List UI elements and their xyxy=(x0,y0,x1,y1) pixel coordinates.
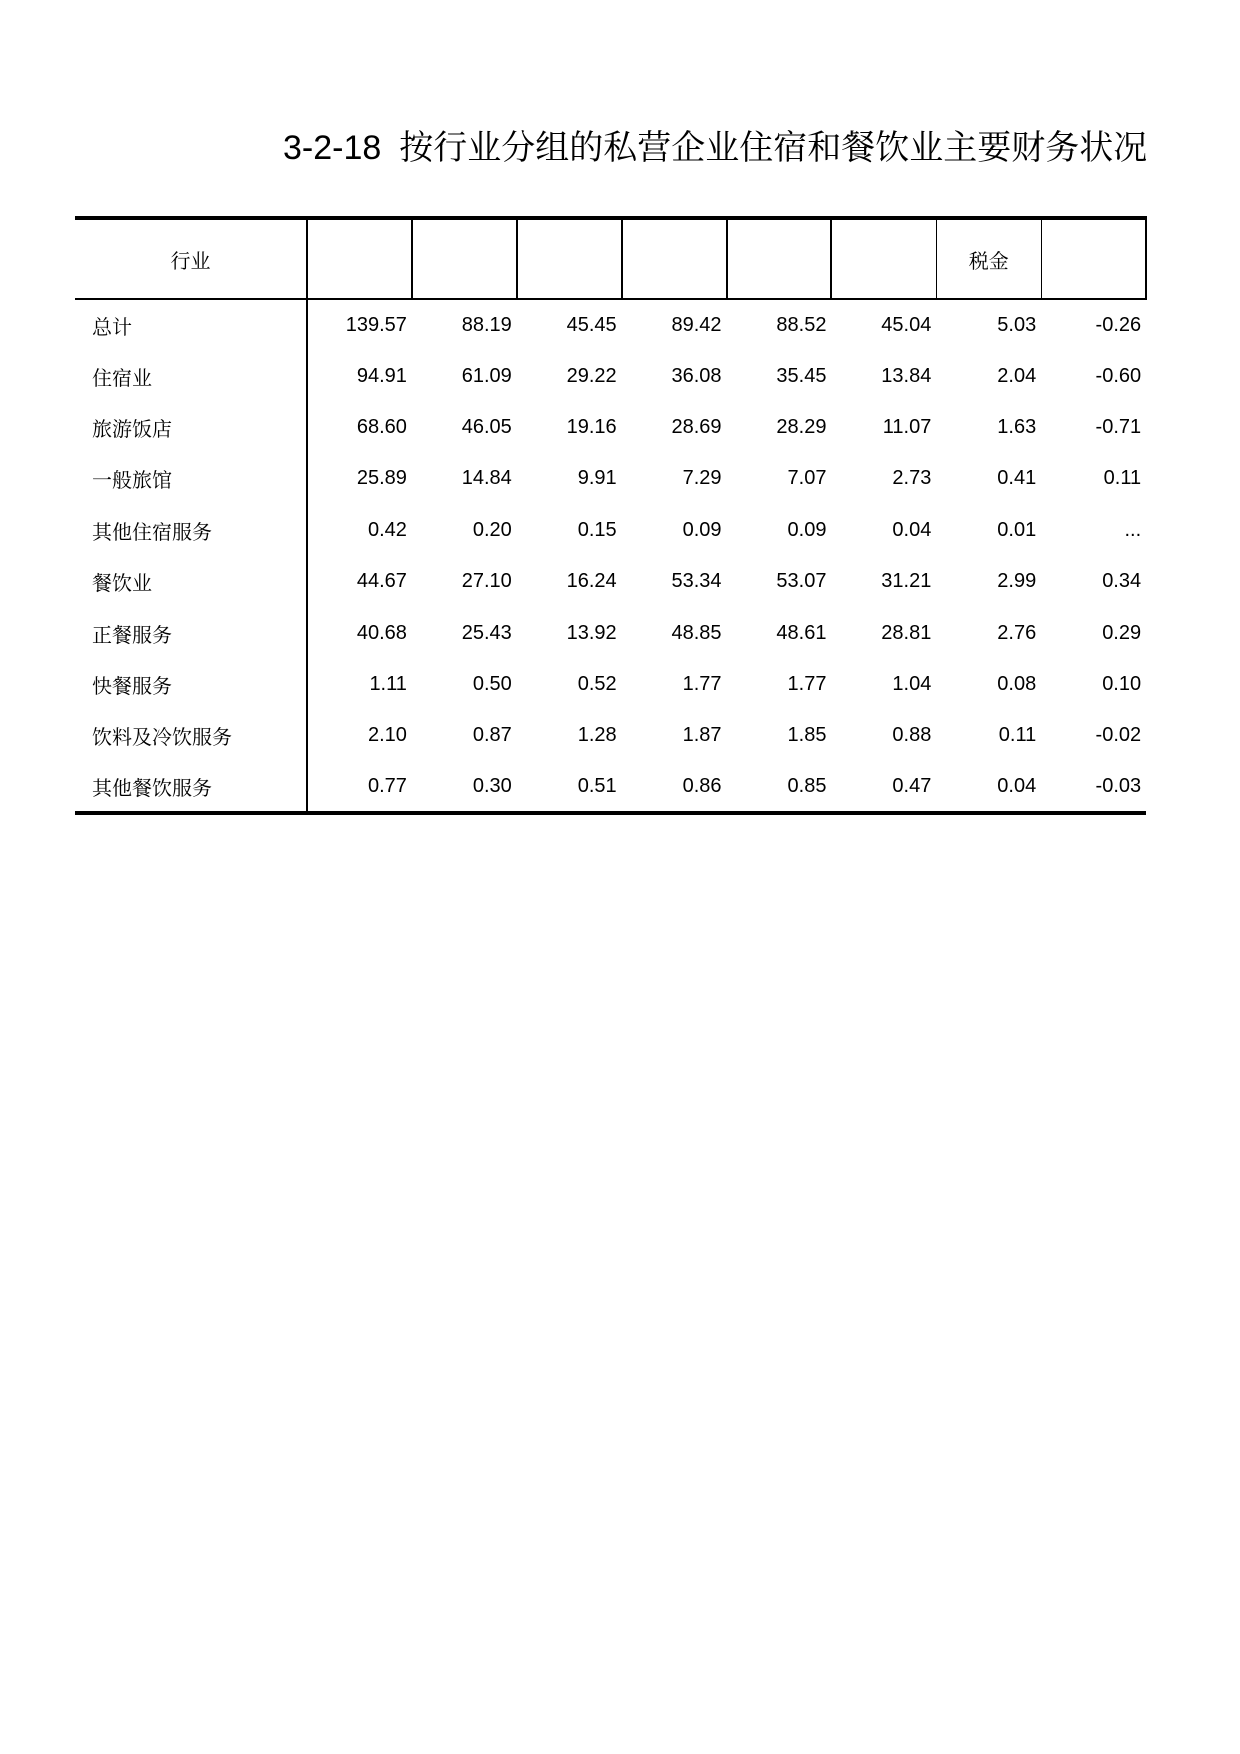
header-col-6 xyxy=(831,218,936,299)
value-cell: -0.71 xyxy=(1095,415,1142,438)
table-row xyxy=(75,505,1146,556)
value-cell: 48.61 xyxy=(776,621,827,644)
value-cell: 2.04 xyxy=(997,364,1037,387)
value-cell: 88.19 xyxy=(461,313,512,336)
value-cell: -0.26 xyxy=(1095,313,1142,336)
value-cell: 0.86 xyxy=(622,762,727,813)
industry-cell: 一般旅馆 xyxy=(75,453,307,504)
value-cell: 0.08 xyxy=(997,672,1037,695)
value-cell: -0.02 xyxy=(1095,724,1142,747)
value-cell: 0.10 xyxy=(1102,672,1142,695)
value-cell: 0.11 xyxy=(998,724,1037,747)
value-cell: 28.81 xyxy=(881,621,932,644)
value-cell: 44.67 xyxy=(356,570,407,593)
value-cell: 45.04 xyxy=(881,313,932,336)
value-cell: 46.05 xyxy=(461,415,512,438)
value-cell: 28.29 xyxy=(776,415,827,438)
value-cell: 1.63 xyxy=(997,415,1037,438)
value-cell: 16.24 xyxy=(566,570,617,593)
table-row xyxy=(75,710,1146,761)
header-row xyxy=(75,218,1146,299)
table-row xyxy=(75,556,1146,607)
industry-cell: 正餐服务 xyxy=(75,607,307,658)
value-cell: 0.04 xyxy=(892,518,932,541)
value-cell: 25.89 xyxy=(356,467,407,490)
value-cell: 0.41 xyxy=(997,467,1037,490)
value-cell: 0.09 xyxy=(787,518,827,541)
value-cell: 94.91 xyxy=(356,364,407,387)
header-col-8 xyxy=(1041,218,1146,299)
industry-cell: 餐饮业 xyxy=(75,556,307,607)
value-cell: 0.87 xyxy=(472,724,512,747)
value-cell: -0.03 xyxy=(1041,762,1146,813)
value-cell: 1.85 xyxy=(787,724,827,747)
value-cell: 13.84 xyxy=(881,364,932,387)
value-cell: 25.43 xyxy=(461,621,512,644)
industry-cell: 其他住宿服务 xyxy=(75,505,307,556)
value-cell: 0.15 xyxy=(577,518,617,541)
value-cell: 0.20 xyxy=(472,518,512,541)
value-cell: 5.03 xyxy=(997,313,1037,336)
header-tax: 税金 xyxy=(936,218,1041,299)
value-cell: 1.04 xyxy=(892,672,932,695)
value-cell: 0.47 xyxy=(831,762,936,813)
value-cell: 1.28 xyxy=(577,724,617,747)
value-cell: 0.88 xyxy=(892,724,932,747)
table-row xyxy=(75,607,1146,658)
value-cell: 27.10 xyxy=(461,570,512,593)
industry-cell: 饮料及冷饮服务 xyxy=(75,710,307,761)
value-cell: 0.29 xyxy=(1102,621,1142,644)
value-cell: 1.87 xyxy=(682,724,722,747)
value-cell: 0.30 xyxy=(412,762,517,813)
page-title xyxy=(283,128,1147,168)
value-cell: 48.85 xyxy=(671,621,722,644)
value-cell: 2.99 xyxy=(997,570,1037,593)
value-cell: 7.29 xyxy=(682,467,722,490)
value-cell: 89.42 xyxy=(671,313,722,336)
value-cell: 13.92 xyxy=(566,621,617,644)
value-cell: 2.73 xyxy=(892,467,932,490)
table-row xyxy=(75,453,1146,504)
value-cell: 0.01 xyxy=(997,518,1037,541)
value-cell: 0.11 xyxy=(1103,467,1142,490)
value-cell: 0.51 xyxy=(517,762,622,813)
financial-table xyxy=(75,216,1147,815)
value-cell: 9.91 xyxy=(577,467,617,490)
value-cell: 11.07 xyxy=(882,415,932,438)
header-col-4 xyxy=(622,218,727,299)
value-cell: 28.69 xyxy=(671,415,722,438)
value-cell: ... xyxy=(1124,518,1142,541)
value-cell: 0.09 xyxy=(682,518,722,541)
header-col-3 xyxy=(517,218,622,299)
value-cell: 88.52 xyxy=(776,313,827,336)
value-cell: 36.08 xyxy=(671,364,722,387)
industry-cell: 总计 xyxy=(75,299,307,350)
value-cell: 19.16 xyxy=(566,415,617,438)
value-cell: -0.60 xyxy=(1095,364,1142,387)
value-cell: 139.57 xyxy=(345,313,407,336)
header-industry: 行业 xyxy=(75,218,307,299)
industry-cell: 旅游饭店 xyxy=(75,402,307,453)
value-cell: 2.76 xyxy=(997,621,1037,644)
header-col-1 xyxy=(307,218,412,299)
value-cell: 1.77 xyxy=(682,672,722,695)
value-cell: 53.07 xyxy=(776,570,827,593)
value-cell: 68.60 xyxy=(356,415,407,438)
value-cell: 14.84 xyxy=(461,467,512,490)
value-cell: 0.42 xyxy=(367,518,407,541)
industry-cell: 住宿业 xyxy=(75,350,307,401)
industry-cell: 其他餐饮服务 xyxy=(75,762,307,813)
table-title-text: 按行业分组的私营企业住宿和餐饮业主要财务状况 xyxy=(399,129,1148,167)
value-cell: 40.68 xyxy=(356,621,407,644)
value-cell: 31.21 xyxy=(881,570,932,593)
table-row xyxy=(75,762,1146,813)
value-cell: 0.77 xyxy=(307,762,412,813)
value-cell: 1.11 xyxy=(369,672,407,695)
header-col-2 xyxy=(412,218,517,299)
table-row xyxy=(75,350,1146,401)
table-row xyxy=(75,299,1146,350)
value-cell: 53.34 xyxy=(671,570,722,593)
value-cell: 7.07 xyxy=(787,467,827,490)
industry-cell: 快餐服务 xyxy=(75,659,307,710)
value-cell: 0.50 xyxy=(472,672,512,695)
value-cell: 0.52 xyxy=(577,672,617,695)
value-cell: 0.85 xyxy=(727,762,832,813)
value-cell: 0.34 xyxy=(1102,570,1142,593)
value-cell: 61.09 xyxy=(461,364,512,387)
header-col-5 xyxy=(727,218,832,299)
value-cell: 0.04 xyxy=(936,762,1041,813)
value-cell: 35.45 xyxy=(776,364,827,387)
value-cell: 1.77 xyxy=(787,672,827,695)
table-row xyxy=(75,659,1146,710)
value-cell: 45.45 xyxy=(566,313,617,336)
value-cell: 29.22 xyxy=(566,364,617,387)
table-row xyxy=(75,402,1146,453)
table-number: 3-2-18 xyxy=(283,129,382,167)
value-cell: 2.10 xyxy=(367,724,407,747)
